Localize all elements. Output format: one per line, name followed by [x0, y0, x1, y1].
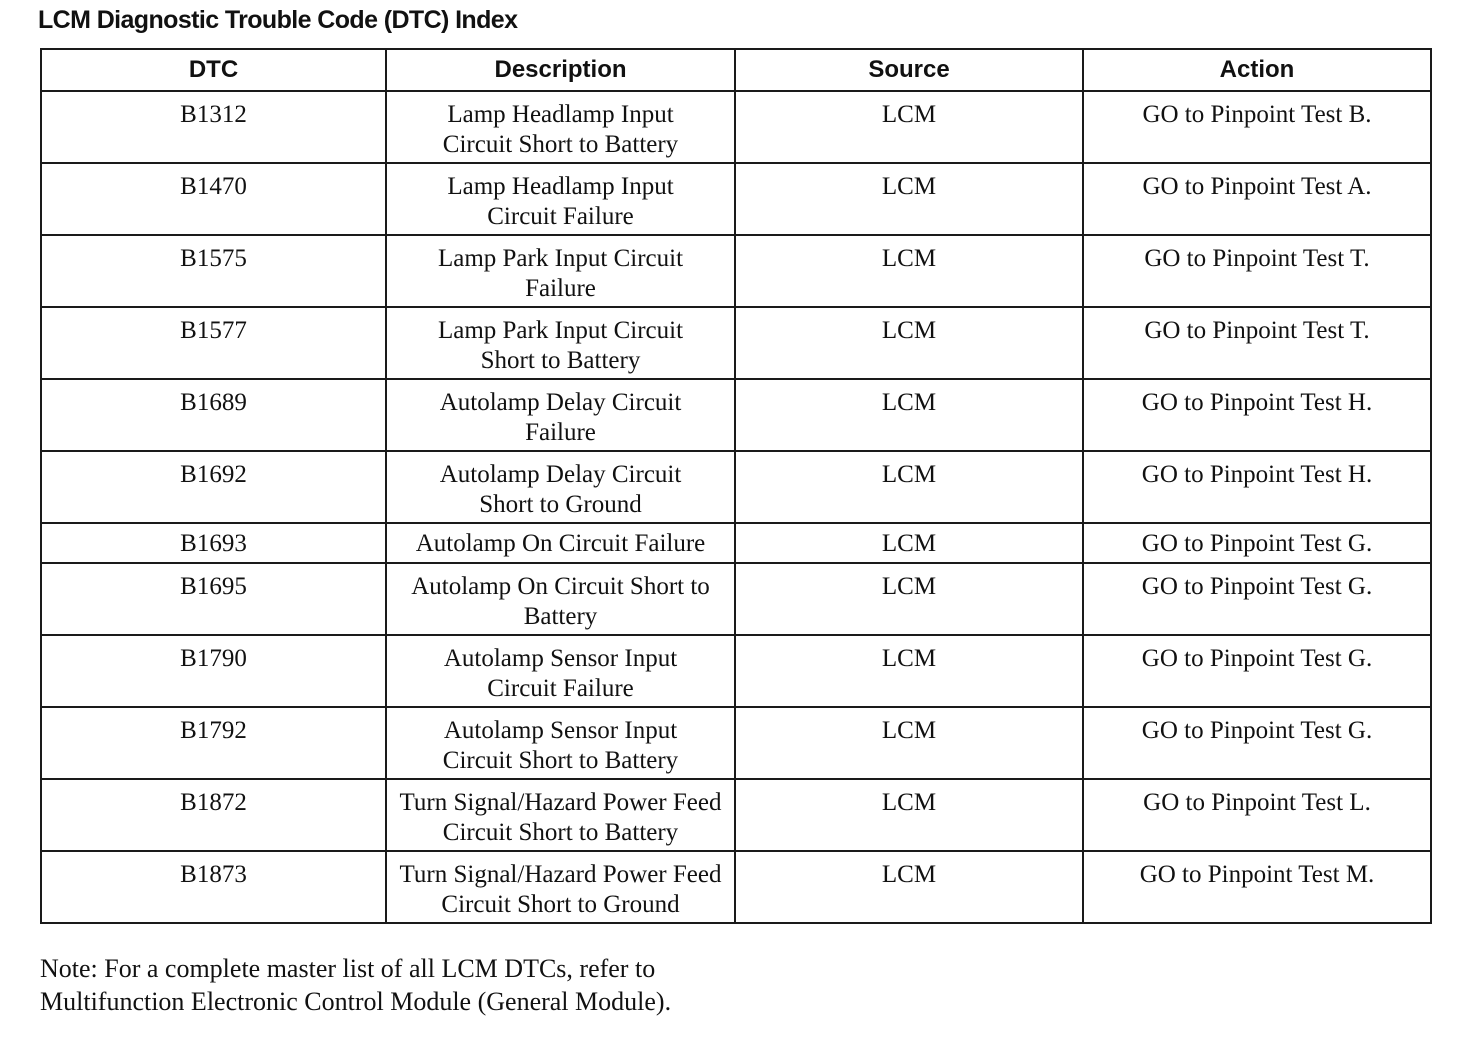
- dtc-cell: B1689: [41, 379, 386, 451]
- description-text: Autolamp Sensor Input Circuit Failure: [443, 645, 678, 702]
- description-cell: [386, 163, 735, 235]
- source-cell: LCM: [735, 563, 1083, 635]
- dtc-cell: B1575: [41, 235, 386, 307]
- source-cell: LCM: [735, 851, 1083, 923]
- description-cell: Autolamp On Circuit Failure: [386, 523, 735, 563]
- table-row: [41, 91, 1431, 163]
- action-cell: GO to Pinpoint Test A.: [1083, 163, 1431, 235]
- column-header-description: Description: [386, 49, 735, 91]
- action-cell: GO to Pinpoint Test G.: [1083, 523, 1431, 563]
- description-text: Turn Signal/Hazard Power Feed Circuit Short to Ground: [399, 861, 722, 918]
- table-row: [41, 451, 1431, 523]
- description-text: Turn Signal/Hazard Power Feed Circuit Short to Battery: [399, 789, 722, 846]
- action-cell: GO to Pinpoint Test G.: [1083, 707, 1431, 779]
- table-row: [41, 235, 1431, 307]
- action-cell: GO to Pinpoint Test B.: [1083, 91, 1431, 163]
- table-header-row: [41, 49, 1431, 91]
- action-cell: GO to Pinpoint Test H.: [1083, 451, 1431, 523]
- dtc-cell: B1692: [41, 451, 386, 523]
- description-cell: [386, 779, 735, 851]
- description-text: Autolamp Delay Circuit Failure: [439, 389, 682, 446]
- column-header-dtc: DTC: [41, 49, 386, 91]
- source-cell: LCM: [735, 307, 1083, 379]
- description-text: Lamp Headlamp Input Circuit Failure: [447, 173, 674, 230]
- description-cell: [386, 307, 735, 379]
- table-row: [41, 779, 1431, 851]
- action-cell: GO to Pinpoint Test M.: [1083, 851, 1431, 923]
- source-cell: LCM: [735, 779, 1083, 851]
- action-cell: GO to Pinpoint Test G.: [1083, 635, 1431, 707]
- table-row: [41, 307, 1431, 379]
- source-cell: LCM: [735, 91, 1083, 163]
- dtc-cell: B1790: [41, 635, 386, 707]
- description-text: Lamp Park Input Circuit Failure: [437, 245, 684, 302]
- dtc-index-table: [40, 48, 1432, 924]
- dtc-cell: B1693: [41, 523, 386, 563]
- action-cell: GO to Pinpoint Test G.: [1083, 563, 1431, 635]
- description-cell: [386, 235, 735, 307]
- description-text: Lamp Headlamp Input Circuit Short to Battery: [442, 101, 679, 158]
- table-row: [41, 163, 1431, 235]
- table-row: [41, 523, 1431, 563]
- table-row: [41, 707, 1431, 779]
- column-header-source: Source: [735, 49, 1083, 91]
- footnote: Note: For a complete master list of all LCM DTCs, refer to Multifunction Electronic Control Module (General Module).: [40, 954, 672, 1016]
- dtc-cell: B1695: [41, 563, 386, 635]
- description-cell: [386, 851, 735, 923]
- dtc-cell: B1872: [41, 779, 386, 851]
- description-cell: [386, 635, 735, 707]
- source-cell: LCM: [735, 523, 1083, 563]
- dtc-cell: B1312: [41, 91, 386, 163]
- source-cell: LCM: [735, 163, 1083, 235]
- dtc-cell: B1577: [41, 307, 386, 379]
- action-cell: GO to Pinpoint Test T.: [1083, 307, 1431, 379]
- description-cell: [386, 451, 735, 523]
- action-cell: GO to Pinpoint Test T.: [1083, 235, 1431, 307]
- source-cell: LCM: [735, 235, 1083, 307]
- source-cell: LCM: [735, 451, 1083, 523]
- action-cell: GO to Pinpoint Test L.: [1083, 779, 1431, 851]
- source-cell: LCM: [735, 635, 1083, 707]
- description-text: Autolamp Sensor Input Circuit Short to Battery: [442, 717, 679, 774]
- action-cell: GO to Pinpoint Test H.: [1083, 379, 1431, 451]
- source-cell: LCM: [735, 379, 1083, 451]
- description-text: Autolamp On Circuit Short to Battery: [411, 573, 710, 630]
- description-text: Autolamp Delay Circuit Short to Ground: [439, 461, 682, 518]
- source-cell: LCM: [735, 707, 1083, 779]
- table-row: [41, 851, 1431, 923]
- description-cell: [386, 707, 735, 779]
- description-cell: [386, 563, 735, 635]
- dtc-cell: B1470: [41, 163, 386, 235]
- page-title: LCM Diagnostic Trouble Code (DTC) Index: [38, 6, 518, 34]
- dtc-cell: B1792: [41, 707, 386, 779]
- description-cell: [386, 379, 735, 451]
- description-text: Lamp Park Input Circuit Short to Battery: [437, 317, 684, 374]
- table-row: [41, 563, 1431, 635]
- dtc-cell: B1873: [41, 851, 386, 923]
- table-row: [41, 635, 1431, 707]
- column-header-action: Action: [1083, 49, 1431, 91]
- table-row: [41, 379, 1431, 451]
- description-cell: [386, 91, 735, 163]
